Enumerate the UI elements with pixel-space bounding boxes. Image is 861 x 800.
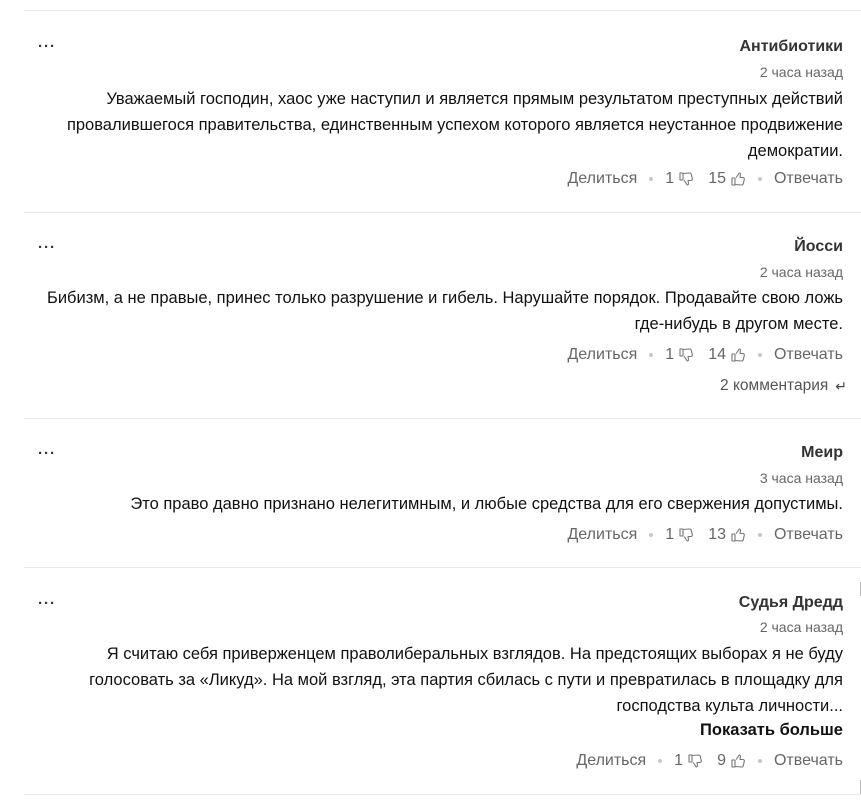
comment-actions xyxy=(567,346,843,364)
share-button[interactable]: Делиться xyxy=(576,752,647,769)
thumbs-down-icon[interactable] xyxy=(678,171,694,187)
thumbs-up-icon[interactable] xyxy=(730,171,746,187)
replies-count: 2 комментария xyxy=(720,377,829,394)
separator-dot xyxy=(758,353,762,357)
like-count: 13 xyxy=(708,526,726,543)
separator-dot xyxy=(758,759,762,763)
like-count: 9 xyxy=(717,752,726,769)
comment-text: Я считаю себя приверженцем праволиберальных взглядов. На предстоящих выборах я не буду голосовать за «Ликуд». На мой взгляд, эта партия сбилась с пути и превратилась в площадку для господства культа личности... xyxy=(89,645,843,715)
comment-menu-icon[interactable]: ··· xyxy=(38,38,56,55)
separator-dot xyxy=(649,533,653,537)
comment-time: 2 часа назад xyxy=(759,264,843,280)
reply-arrow-icon: ↵ xyxy=(835,377,847,394)
thumbs-up-icon[interactable] xyxy=(730,753,746,769)
separator-dot xyxy=(758,533,762,537)
like-count: 15 xyxy=(708,170,726,187)
comment-time: 3 часа назад xyxy=(759,470,843,486)
comment-time: 2 часа назад xyxy=(759,64,843,80)
thumbs-up-icon[interactable] xyxy=(730,527,746,543)
separator-dot xyxy=(649,353,653,357)
dislike-count: 1 xyxy=(674,752,684,769)
comment-author[interactable]: Йосси xyxy=(794,238,843,255)
reply-button[interactable]: Отвечать xyxy=(773,346,843,363)
dislike-count: 1 xyxy=(665,170,675,187)
separator-dot xyxy=(649,177,653,181)
comment-menu-icon[interactable]: ··· xyxy=(38,239,56,256)
separator-dot xyxy=(658,759,662,763)
comment-card xyxy=(24,568,861,795)
like-count: 14 xyxy=(708,346,726,363)
dislike-count: 1 xyxy=(665,526,675,543)
replies-toggle[interactable] xyxy=(720,377,847,395)
share-button[interactable]: Делиться xyxy=(567,526,638,543)
comment-actions xyxy=(576,752,843,770)
comment-menu-icon[interactable]: ··· xyxy=(38,445,56,462)
comment-card xyxy=(24,213,861,419)
comment-author[interactable]: Антибиотики xyxy=(739,38,843,55)
thumbs-down-icon[interactable] xyxy=(678,527,694,543)
comment-author[interactable]: Судья Дредд xyxy=(738,594,843,611)
comment-time: 2 часа назад xyxy=(759,619,843,635)
comment-text: Уважаемый господин, хаос уже наступил и является прямым результатом преступных действий провалившегося правительства, единственным успехом которого является неустанное продвижение демократии. xyxy=(66,90,843,160)
comment-text: Это право давно признано нелегитимным, и любые средства для его свержения допустимы. xyxy=(130,495,843,513)
thumbs-down-icon[interactable] xyxy=(678,347,694,363)
thumbs-down-icon[interactable] xyxy=(687,753,703,769)
share-button[interactable]: Делиться xyxy=(567,346,638,363)
share-button[interactable]: Делиться xyxy=(567,170,638,187)
comment-text: Бибизм, а не правые, принес только разрушение и гибель. Нарушайте порядок. Продавайте свою ложь где-нибудь в другом месте. xyxy=(47,289,843,333)
comment-menu-icon[interactable]: ··· xyxy=(38,595,56,612)
comment-actions xyxy=(567,526,843,544)
comment-actions xyxy=(567,170,843,188)
reply-button[interactable]: Отвечать xyxy=(773,170,843,187)
comment-card xyxy=(24,419,861,568)
reply-button[interactable]: Отвечать xyxy=(773,752,843,769)
comment-card xyxy=(24,11,861,213)
reply-button[interactable]: Отвечать xyxy=(773,526,843,543)
dislike-count: 1 xyxy=(665,346,675,363)
thumbs-up-icon[interactable] xyxy=(730,347,746,363)
show-more-link[interactable]: Показать больше xyxy=(700,721,843,739)
comment-author[interactable]: Меир xyxy=(801,444,843,461)
separator-dot xyxy=(758,177,762,181)
